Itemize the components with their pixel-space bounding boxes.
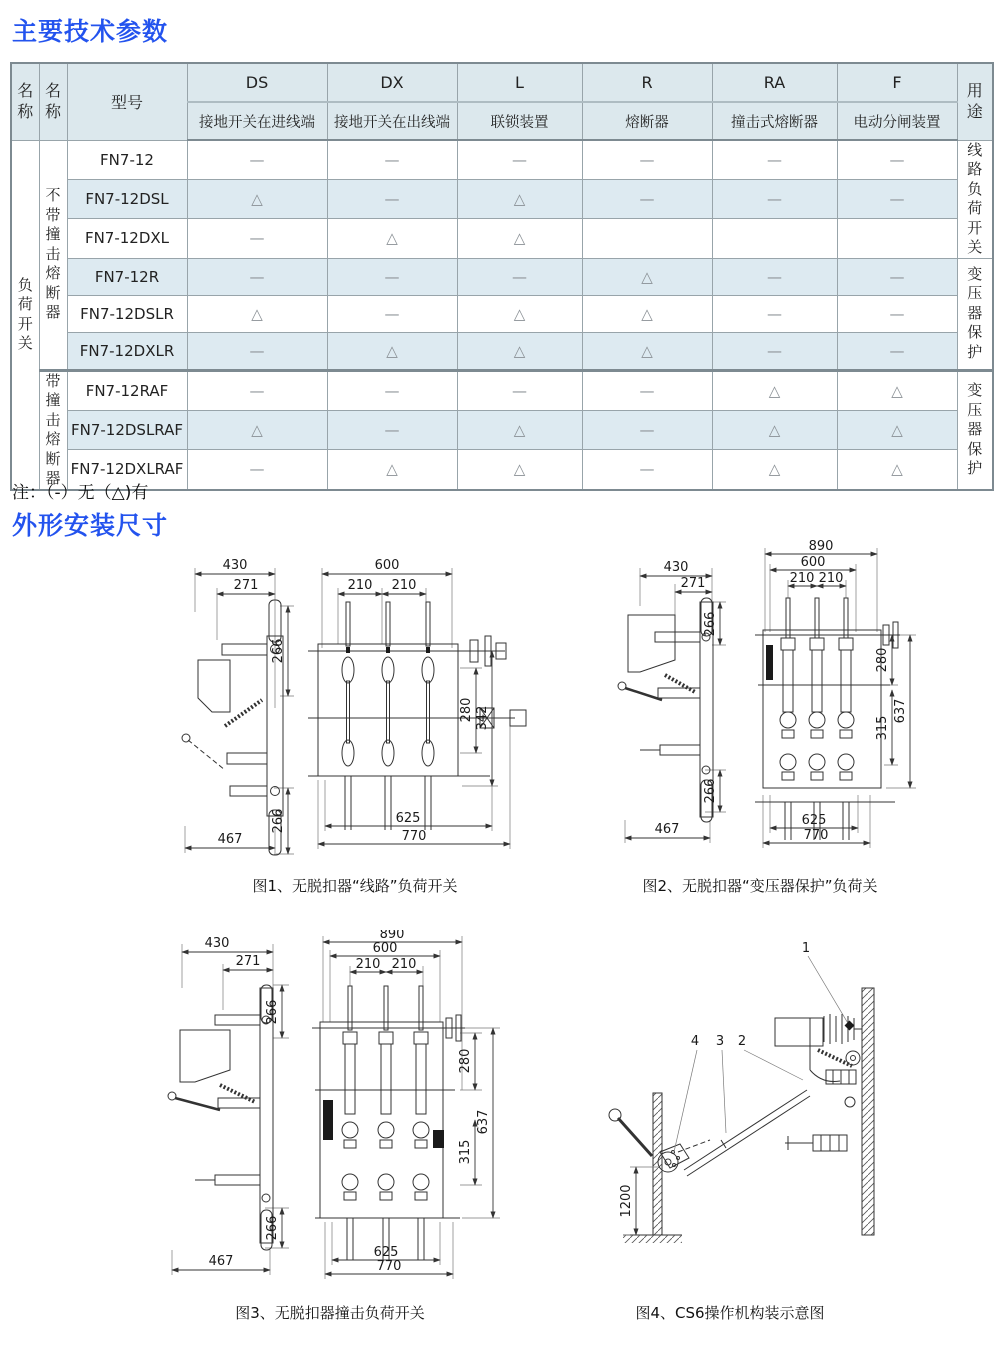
dim-label: 280 [458, 1048, 473, 1074]
header-desc-dx: 接地开关在出线端 [327, 102, 457, 140]
param-cell: — [712, 140, 837, 180]
param-cell: — [457, 370, 582, 410]
dim-label: 625 [373, 1245, 399, 1260]
use-cell: 变压器保护 [957, 258, 993, 370]
param-cell: △ [187, 180, 327, 219]
table-note: 注：（-）无（△)有 [12, 483, 149, 503]
dim-label: 266 [271, 638, 286, 664]
param-cell: △ [457, 410, 582, 449]
param-cell [582, 219, 712, 258]
param-cell: — [187, 140, 327, 180]
param-cell: — [582, 370, 712, 410]
part-label: 2 [737, 1034, 747, 1049]
param-cell: — [582, 450, 712, 490]
dim-label: 770 [401, 829, 427, 844]
header-code-r: R [582, 63, 712, 102]
param-cell [712, 219, 837, 258]
param-cell: — [712, 332, 837, 370]
param-cell: — [327, 295, 457, 332]
figure4-drawing [560, 930, 1000, 1290]
header-desc-l: 联锁装置 [457, 102, 582, 140]
dim-label: 430 [663, 560, 689, 575]
param-cell: △ [187, 295, 327, 332]
dim-label: 637 [476, 1109, 491, 1135]
model-cell: FN7-12DSLRAF [67, 410, 187, 449]
param-cell: — [187, 370, 327, 410]
dim-label: 890 [379, 930, 405, 942]
dim-label: 637 [893, 698, 908, 724]
dim-label: 266 [703, 778, 718, 804]
param-cell: △ [582, 258, 712, 295]
dim-label: 266 [265, 1215, 280, 1241]
model-cell: FN7-12RAF [67, 370, 187, 410]
dim-label: 770 [376, 1259, 402, 1274]
dim-label: 210 [391, 578, 417, 593]
param-cell: — [837, 140, 957, 180]
dim-label: 266 [703, 611, 718, 637]
dim-label: 266 [265, 999, 280, 1025]
table-row [11, 410, 993, 449]
parameters-table [10, 62, 994, 491]
dim-label: 210 [355, 957, 381, 972]
dim-label: 467 [654, 822, 680, 837]
dim-label: 467 [208, 1254, 234, 1269]
dim-label: 890 [808, 540, 834, 554]
figure2-drawing [600, 540, 1000, 870]
param-cell: △ [712, 450, 837, 490]
category-cell: 负荷开关 [11, 140, 39, 490]
header-desc-ds: 接地开关在进线端 [187, 102, 327, 140]
param-cell: — [457, 140, 582, 180]
param-cell: △ [457, 180, 582, 219]
param-cell: △ [457, 450, 582, 490]
param-cell: △ [582, 332, 712, 370]
param-cell: △ [327, 332, 457, 370]
param-cell: — [582, 410, 712, 449]
param-cell: — [582, 180, 712, 219]
dim-label: 1200 [619, 1184, 634, 1218]
dim-label: 600 [374, 558, 400, 573]
dim-label: 625 [395, 811, 421, 826]
param-cell: — [327, 370, 457, 410]
header-code-f: F [837, 63, 957, 102]
header-use: 用途 [957, 63, 993, 140]
figure1-caption: 图1、无脱扣器“线路”负荷开关 [252, 877, 458, 895]
model-cell: FN7-12DXL [67, 219, 187, 258]
part-label: 1 [801, 941, 811, 956]
param-cell: — [712, 295, 837, 332]
param-cell: — [187, 219, 327, 258]
param-cell: △ [712, 370, 837, 410]
dim-label: 342 [475, 705, 490, 731]
model-cell: FN7-12DXLRAF [67, 450, 187, 490]
dim-label: 210 [391, 957, 417, 972]
model-cell: FN7-12DSLR [67, 295, 187, 332]
param-cell: — [712, 258, 837, 295]
dim-label: 315 [458, 1139, 473, 1165]
param-cell: △ [837, 450, 957, 490]
table-row [11, 258, 993, 295]
dim-label: 600 [372, 941, 398, 956]
table-row [11, 180, 993, 219]
model-cell: FN7-12 [67, 140, 187, 180]
param-cell: △ [837, 410, 957, 449]
param-cell [837, 219, 957, 258]
dim-label: 210 [818, 571, 844, 586]
part-label: 4 [690, 1034, 700, 1049]
figure3-drawing [160, 930, 520, 1290]
header-code-l: L [457, 63, 582, 102]
dim-label: 210 [789, 571, 815, 586]
param-cell: — [582, 140, 712, 180]
part-label: 3 [715, 1034, 725, 1049]
param-cell: △ [187, 410, 327, 449]
param-cell: △ [582, 295, 712, 332]
table-row [11, 450, 993, 490]
dim-label: 600 [800, 555, 826, 570]
dim-label: 770 [803, 828, 829, 843]
param-cell: △ [712, 410, 837, 449]
dim-label: 430 [204, 936, 230, 951]
dim-label: 271 [235, 954, 261, 969]
table-row [11, 140, 993, 180]
dim-label: 625 [801, 813, 827, 828]
model-cell: FN7-12DXLR [67, 332, 187, 370]
header-name1: 名称 [11, 63, 39, 140]
dim-label: 430 [222, 558, 248, 573]
figure2-caption: 图2、无脱扣器“变压器保护”负荷关 [642, 877, 878, 895]
section-title-parameters: 主要技术参数 [12, 17, 169, 46]
dim-label: 266 [271, 808, 286, 834]
param-cell: — [712, 180, 837, 219]
param-cell: — [837, 258, 957, 295]
param-cell: △ [837, 370, 957, 410]
param-cell: — [327, 410, 457, 449]
group1-cell: 不带撞击熔断器 [39, 140, 67, 370]
use-cell: 线路负荷开关 [957, 140, 993, 258]
param-cell: △ [457, 295, 582, 332]
param-cell: — [837, 295, 957, 332]
param-cell: — [837, 332, 957, 370]
header-name2: 名称 [39, 63, 67, 140]
header-code-ds: DS [187, 63, 327, 102]
table-row [11, 370, 993, 410]
param-cell: △ [457, 219, 582, 258]
param-cell: — [187, 258, 327, 295]
header-desc-r: 熔断器 [582, 102, 712, 140]
use-cell: 变压器保护 [957, 370, 993, 490]
model-cell: FN7-12R [67, 258, 187, 295]
param-cell: — [327, 180, 457, 219]
param-cell: △ [457, 332, 582, 370]
model-cell: FN7-12DSL [67, 180, 187, 219]
dim-label: 280 [875, 647, 890, 673]
param-cell: — [327, 258, 457, 295]
header-code-dx: DX [327, 63, 457, 102]
table-row [11, 219, 993, 258]
header-code-ra: RA [712, 63, 837, 102]
dim-label: 271 [680, 576, 706, 591]
header-model: 型号 [67, 63, 187, 140]
figure4-caption: 图4、CS6操作机构装示意图 [635, 1304, 825, 1322]
figure3-caption: 图3、无脱扣器撞击负荷开关 [235, 1304, 425, 1322]
dim-label: 271 [233, 578, 259, 593]
dim-label: 467 [217, 832, 243, 847]
param-cell: — [327, 140, 457, 180]
table-row [11, 332, 993, 370]
param-cell: — [837, 180, 957, 219]
header-desc-f: 电动分闸装置 [837, 102, 957, 140]
param-cell: — [457, 258, 582, 295]
section-title-dimensions: 外形安装尺寸 [12, 511, 169, 540]
param-cell: — [187, 332, 327, 370]
dim-label: 280 [459, 697, 474, 723]
table-row [11, 295, 993, 332]
dim-label: 210 [347, 578, 373, 593]
figure1-drawing [170, 548, 540, 868]
param-cell: — [187, 450, 327, 490]
dim-label: 315 [875, 715, 890, 741]
param-cell: △ [327, 219, 457, 258]
param-cell: △ [327, 450, 457, 490]
group2-cell: 带撞击熔断器 [39, 370, 67, 490]
header-desc-ra: 撞击式熔断器 [712, 102, 837, 140]
